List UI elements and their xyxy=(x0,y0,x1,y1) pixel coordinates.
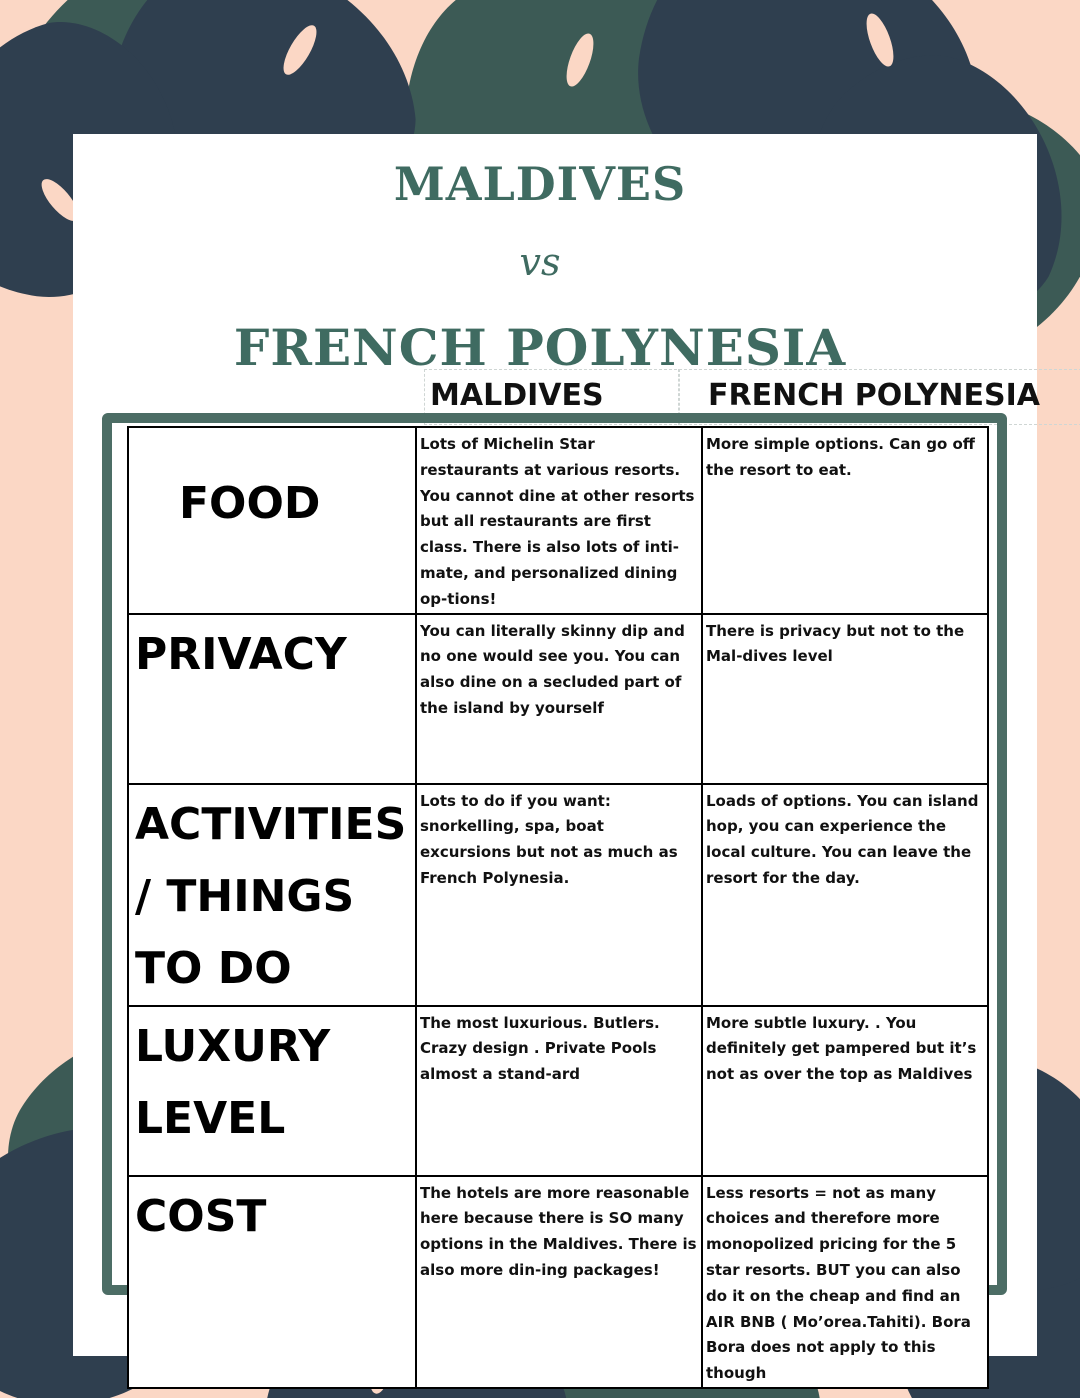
row-label-activities: ACTIVITIES / THINGS TO DO xyxy=(135,798,407,994)
table-row xyxy=(128,614,988,784)
comparison-table xyxy=(127,426,989,1389)
row-label-cell xyxy=(128,427,416,614)
french-polynesia-cell xyxy=(702,614,988,784)
title-french-polynesia: FRENCH POLYNESIA xyxy=(233,318,847,377)
maldives-cell xyxy=(416,784,702,1006)
column-header-french-polynesia: FRENCH POLYNESIA xyxy=(708,378,1041,413)
table-row xyxy=(128,784,988,1006)
french-polynesia-text: Loads of options. You can island hop, you can experience the local culture. You can leave the resort for the day. xyxy=(706,791,979,887)
maldives-cell xyxy=(416,1176,702,1388)
table-row xyxy=(128,427,988,614)
row-label-cell xyxy=(128,1176,416,1388)
maldives-cell xyxy=(416,614,702,784)
maldives-cell xyxy=(416,427,702,614)
row-label-food: FOOD xyxy=(179,478,321,529)
column-header-maldives: MALDIVES xyxy=(430,378,604,413)
row-label-cell xyxy=(128,784,416,1006)
maldives-text: Lots to do if you want: snorkelling, spa, boat excursions but not as much as French Polynesia. xyxy=(420,791,678,887)
row-label-luxury-level: LUXURY LEVEL xyxy=(135,1020,331,1144)
french-polynesia-text: More subtle luxury. . You definitely get pampered but it’s not as over the top as Maldives xyxy=(706,1013,977,1084)
table-row xyxy=(128,1006,988,1176)
maldives-cell xyxy=(416,1006,702,1176)
french-polynesia-cell xyxy=(702,1176,988,1388)
french-polynesia-text: Less resorts = not as many choices and therefore more monopolized pricing for the 5 star resorts. BUT you can also do it on the cheap and find an AIR BNB ( Mo’orea.Tahiti). Bora Bora does not apply to this though xyxy=(706,1183,971,1383)
row-label-cell xyxy=(128,614,416,784)
french-polynesia-cell xyxy=(702,1006,988,1176)
maldives-text: You can literally skinny dip and no one would see you. You can also dine on a secluded part of the island by yourself xyxy=(420,621,685,717)
row-label-privacy: PRIVACY xyxy=(135,628,347,680)
maldives-text: The most luxurious. Butlers. Crazy design . Private Pools almost a stand-ard xyxy=(420,1013,660,1084)
maldives-text: Lots of Michelin Star restaurants at various resorts. You cannot dine at other resorts but all restaurants are first class. There is also lots of inti-mate, and personalized dining op-tions! xyxy=(420,435,695,608)
title-vs: vs xyxy=(519,240,561,284)
french-polynesia-cell xyxy=(702,784,988,1006)
maldives-text: The hotels are more reasonable here because there is SO many options in the Maldives. There is also more din-ing packages! xyxy=(420,1183,697,1279)
french-polynesia-cell xyxy=(702,427,988,614)
table-row xyxy=(128,1176,988,1388)
title-maldives: MALDIVES xyxy=(393,157,687,211)
french-polynesia-text: More simple options. Can go off the resort to eat. xyxy=(706,435,975,479)
row-label-cost: COST xyxy=(135,1190,267,1242)
row-label-cell xyxy=(128,1006,416,1176)
french-polynesia-text: There is privacy but not to the Mal-dives level xyxy=(706,621,965,666)
